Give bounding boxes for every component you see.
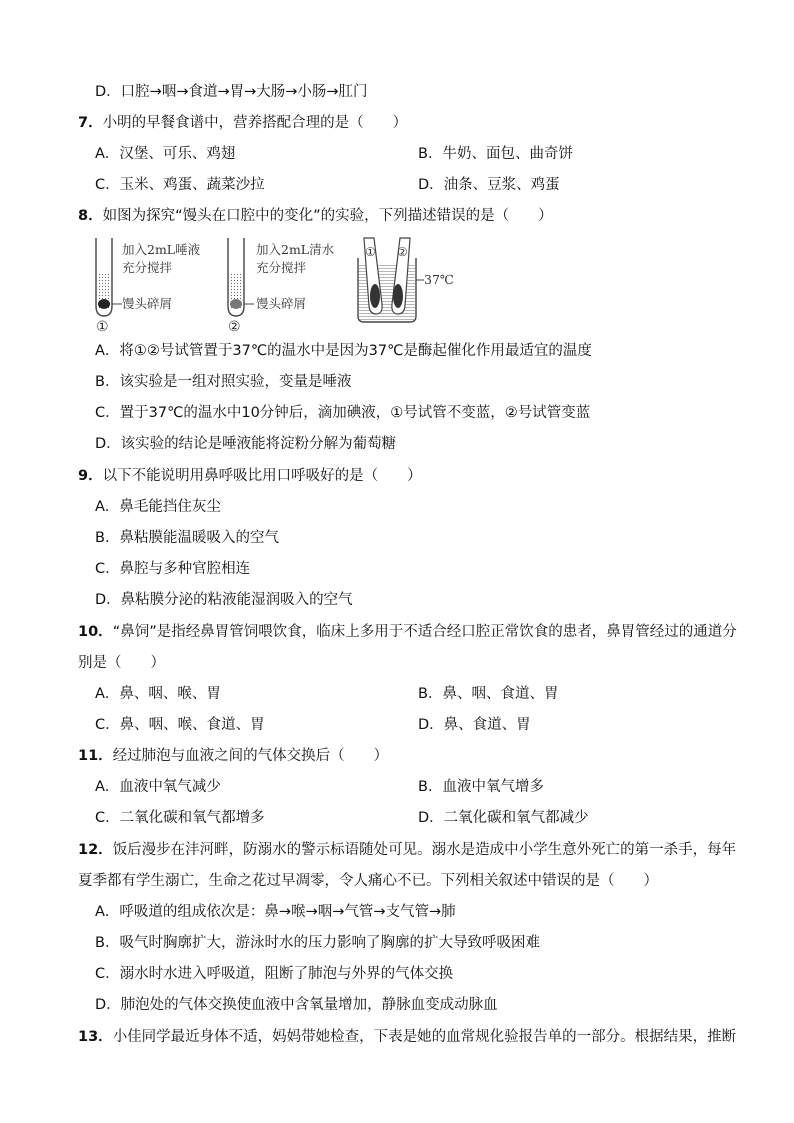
question-stem: 小明的早餐食谱中，营养搭配合理的是（ ） — [102, 115, 408, 131]
question-7 — [78, 113, 407, 133]
q6-option-d: D．口腔→咽→食道→胃→大肠→小肠→肛门 — [95, 84, 368, 100]
q12-option-c: C．溺水时水进入呼吸道，阻断了肺泡与外界的气体交换 — [95, 966, 454, 982]
test-tube-1 — [96, 238, 122, 316]
question-number: 13． — [78, 1029, 113, 1045]
test-tube-2 — [228, 238, 254, 316]
question-8 — [78, 206, 553, 226]
question-10 — [78, 622, 737, 642]
question-number: 8． — [78, 208, 103, 224]
tube2-add-water-text: 加入2mL清水 — [256, 242, 335, 257]
q9-option-b: B．鼻粘膜能温暖吸入的空气 — [95, 530, 279, 546]
question-11 — [78, 746, 388, 766]
tube1-label: ① — [96, 319, 109, 335]
tube1-bread-crumbs-text: 馒头碎屑 — [122, 296, 173, 311]
q7-option-a: A．汉堡、可乐、鸡翅 — [95, 146, 236, 162]
question-stem: 以下不能说明用鼻呼吸比用口呼吸好的是（ ） — [102, 468, 422, 484]
q7-option-c: C．玉米、鸡蛋、蔬菜沙拉 — [95, 177, 265, 193]
question-number: 11． — [78, 748, 113, 764]
q11-option-a: A．血液中氧气减少 — [95, 779, 221, 795]
q10-option-a: A．鼻、咽、喉、胃 — [95, 686, 221, 702]
question-stem: 饭后漫步在沣河畔，防溺水的警示标语随处可见。溺水是造成中小学生意外死亡的第一杀手，每年 — [112, 842, 737, 858]
q10-option-b: B．鼻、咽、食道、胃 — [418, 686, 559, 702]
q12-option-a: A．呼吸道的组成依次是：鼻→喉→咽→气管→支气管→肺 — [95, 904, 456, 920]
tube2-label: ② — [228, 319, 241, 335]
q12-option-d: D．肺泡处的气体交换使血液中含氧量增加，静脉血变成动脉血 — [95, 997, 498, 1013]
tube2-bread-crumbs-text: 馒头碎屑 — [256, 296, 307, 311]
tube1-stir-text: 充分搅拌 — [122, 260, 173, 275]
question-number: 12． — [78, 842, 113, 858]
question-number: 7． — [78, 115, 103, 131]
question-stem: 小佳同学最近身体不适，妈妈带她检查，下表是她的血常规化验报告单的一部分。根据结果，推断 — [112, 1029, 737, 1045]
question-stem: “鼻饲”是指经鼻胃管饲喂饮食，临床上多用于不适合经口腔正常饮食的患者，鼻胃管经过的通道分 — [112, 624, 737, 640]
question-12-stem-cont: 夏季都有学生溺亡，生命之花过早凋零，令人痛心不已。下列相关叙述中错误的是（ ） — [78, 873, 658, 889]
temperature-label: 37℃ — [424, 272, 454, 287]
experiment-figure — [92, 234, 472, 338]
q7-option-d: D．油条、豆浆、鸡蛋 — [418, 177, 560, 193]
q10-option-d: D．鼻、食道、胃 — [418, 717, 531, 733]
beaker-tube1-label: ① — [365, 245, 376, 259]
q9-option-a: A．鼻毛能挡住灰尘 — [95, 499, 221, 515]
question-10-stem-cont: 别是（ ） — [78, 655, 165, 671]
question-9 — [78, 466, 422, 486]
q11-option-c: C．二氧化碳和氧气都增多 — [95, 810, 265, 826]
q8-option-c: C．置于37℃的温水中10分钟后，滴加碘液，①号试管不变蓝，②号试管变蓝 — [95, 405, 591, 421]
question-12 — [78, 840, 736, 860]
question-number: 10． — [78, 624, 113, 640]
q9-option-d: D．鼻粘膜分泌的粘液能湿润吸入的空气 — [95, 592, 353, 608]
question-13 — [78, 1027, 736, 1047]
q10-option-c: C．鼻、咽、喉、食道、胃 — [95, 717, 265, 733]
q9-option-c: C．鼻腔与多种官腔相连 — [95, 561, 251, 577]
q8-option-b: B．该实验是一组对照实验，变量是唾液 — [95, 374, 352, 390]
q11-option-d: D．二氧化碳和氧气都减少 — [418, 810, 589, 826]
q8-option-d: D．该实验的结论是唾液能将淀粉分解为葡萄糖 — [95, 436, 397, 452]
tube1-add-saliva-text: 加入2mL唾液 — [122, 242, 201, 257]
question-number: 9． — [78, 468, 103, 484]
question-stem: 如图为探究“馒头在口腔中的变化”的实验，下列描述错误的是（ ） — [102, 208, 553, 224]
experiment-diagram — [92, 234, 472, 338]
tube2-stir-text: 充分搅拌 — [256, 260, 307, 275]
q12-option-b: B．吸气时胸廓扩大，游泳时水的压力影响了胸廓的扩大导致呼吸困难 — [95, 935, 540, 951]
q8-option-a: A．将①②号试管置于37℃的温水中是因为37℃是酶起催化作用最适宜的温度 — [95, 343, 592, 359]
question-stem: 经过肺泡与血液之间的气体交换后（ ） — [112, 748, 389, 764]
q7-option-b: B．牛奶、面包、曲奇饼 — [418, 146, 573, 162]
q11-option-b: B．血液中氧气增多 — [418, 779, 544, 795]
beaker-tube2-label: ② — [397, 245, 408, 259]
